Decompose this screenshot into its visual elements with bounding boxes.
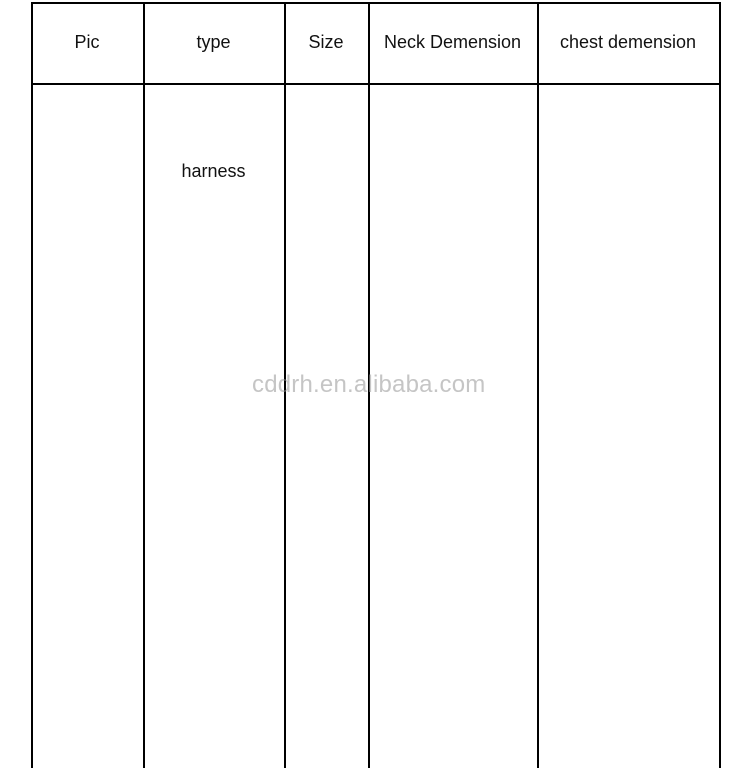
header-neck-demension: Neck Demension xyxy=(383,32,522,52)
grid-line-vertical xyxy=(537,2,539,768)
header-pic: Pic xyxy=(74,32,100,52)
header-size: Size xyxy=(308,32,344,52)
grid-line-vertical xyxy=(31,2,33,768)
grid-line-vertical xyxy=(719,2,721,768)
product-type-label: harness xyxy=(181,161,246,181)
grid-line-horizontal xyxy=(31,83,721,85)
watermark-text: cddrh.en.alibaba.com xyxy=(252,371,486,398)
grid-line-horizontal xyxy=(31,2,721,4)
header-chest-demension: chest demension xyxy=(559,32,697,52)
header-type: type xyxy=(196,32,231,52)
